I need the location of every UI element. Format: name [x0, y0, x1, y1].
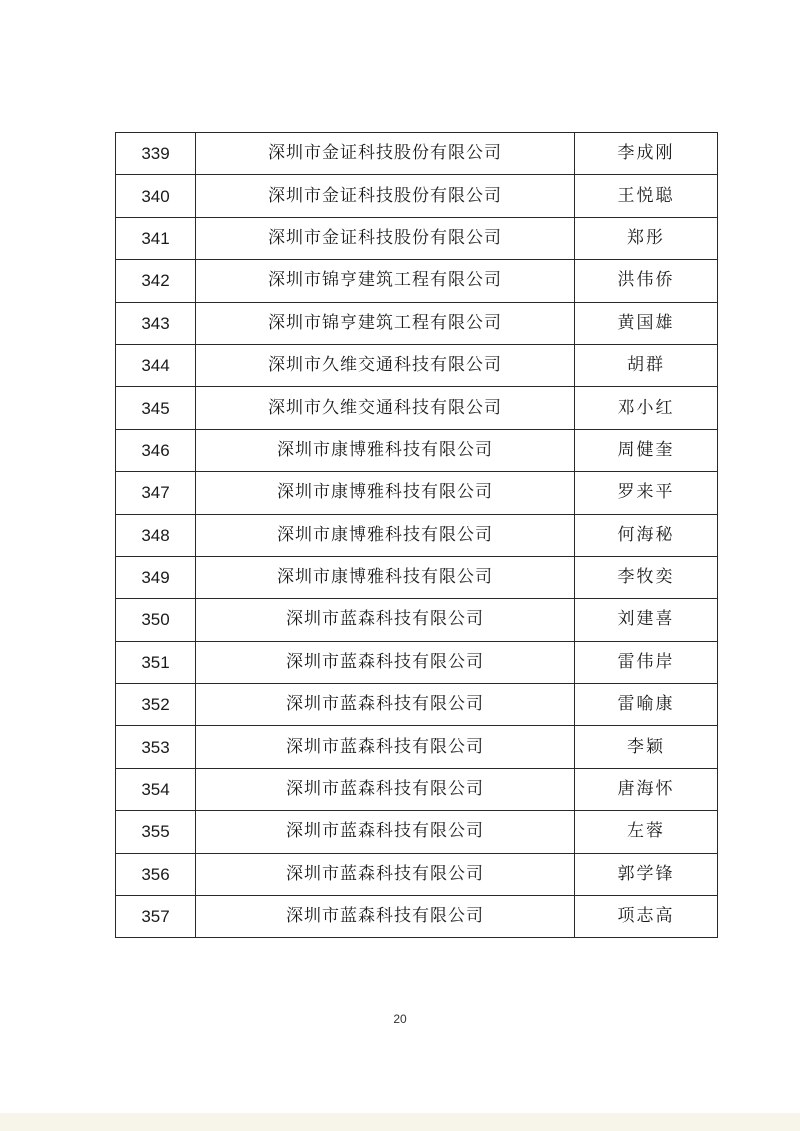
row-number: 340	[116, 175, 196, 217]
company-name: 深圳市锦亨建筑工程有限公司	[196, 260, 575, 302]
table-row	[116, 726, 718, 768]
company-name: 深圳市康博雅科技有限公司	[196, 514, 575, 556]
company-name: 深圳市蓝森科技有限公司	[196, 641, 575, 683]
roster-table	[115, 132, 718, 938]
company-name: 深圳市蓝森科技有限公司	[196, 768, 575, 810]
table-row	[116, 472, 718, 514]
row-number: 351	[116, 641, 196, 683]
table-row	[116, 641, 718, 683]
table-row	[116, 811, 718, 853]
table-row	[116, 302, 718, 344]
table-row	[116, 896, 718, 938]
table-row	[116, 260, 718, 302]
person-name: 雷伟岸	[575, 641, 718, 683]
company-name: 深圳市蓝森科技有限公司	[196, 684, 575, 726]
page-number: 20	[393, 1012, 407, 1026]
company-name: 深圳市金证科技股份有限公司	[196, 133, 575, 175]
table-row	[116, 133, 718, 175]
table-row	[116, 599, 718, 641]
person-name: 李颖	[575, 726, 718, 768]
table-row	[116, 556, 718, 598]
company-name: 深圳市蓝森科技有限公司	[196, 726, 575, 768]
person-name: 何海秘	[575, 514, 718, 556]
company-name: 深圳市康博雅科技有限公司	[196, 472, 575, 514]
company-name: 深圳市久维交通科技有限公司	[196, 344, 575, 386]
table-row	[116, 344, 718, 386]
table-row	[116, 429, 718, 471]
person-name: 郑彤	[575, 217, 718, 259]
person-name: 李牧奕	[575, 556, 718, 598]
person-name: 左蓉	[575, 811, 718, 853]
roster-table-body	[116, 133, 718, 938]
row-number: 357	[116, 896, 196, 938]
table-row	[116, 217, 718, 259]
person-name: 胡群	[575, 344, 718, 386]
row-number: 339	[116, 133, 196, 175]
company-name: 深圳市金证科技股份有限公司	[196, 175, 575, 217]
person-name: 项志高	[575, 896, 718, 938]
scan-edge-strip	[0, 1113, 800, 1131]
person-name: 邓小红	[575, 387, 718, 429]
table-row	[116, 768, 718, 810]
row-number: 341	[116, 217, 196, 259]
company-name: 深圳市康博雅科技有限公司	[196, 429, 575, 471]
table-row	[116, 514, 718, 556]
person-name: 李成刚	[575, 133, 718, 175]
person-name: 王悦聪	[575, 175, 718, 217]
company-name: 深圳市康博雅科技有限公司	[196, 556, 575, 598]
person-name: 唐海怀	[575, 768, 718, 810]
company-name: 深圳市久维交通科技有限公司	[196, 387, 575, 429]
row-number: 350	[116, 599, 196, 641]
company-name: 深圳市蓝森科技有限公司	[196, 811, 575, 853]
person-name: 刘建喜	[575, 599, 718, 641]
row-number: 345	[116, 387, 196, 429]
table-row	[116, 175, 718, 217]
company-name: 深圳市金证科技股份有限公司	[196, 217, 575, 259]
row-number: 342	[116, 260, 196, 302]
row-number: 354	[116, 768, 196, 810]
person-name: 雷喻康	[575, 684, 718, 726]
row-number: 349	[116, 556, 196, 598]
company-name: 深圳市蓝森科技有限公司	[196, 896, 575, 938]
table-row	[116, 387, 718, 429]
row-number: 353	[116, 726, 196, 768]
row-number: 347	[116, 472, 196, 514]
person-name: 周健奎	[575, 429, 718, 471]
person-name: 黄国雄	[575, 302, 718, 344]
row-number: 352	[116, 684, 196, 726]
company-name: 深圳市锦亨建筑工程有限公司	[196, 302, 575, 344]
row-number: 355	[116, 811, 196, 853]
person-name: 郭学锋	[575, 853, 718, 895]
row-number: 343	[116, 302, 196, 344]
row-number: 346	[116, 429, 196, 471]
row-number: 356	[116, 853, 196, 895]
table-row	[116, 684, 718, 726]
row-number: 344	[116, 344, 196, 386]
row-number: 348	[116, 514, 196, 556]
person-name: 洪伟侨	[575, 260, 718, 302]
company-name: 深圳市蓝森科技有限公司	[196, 853, 575, 895]
table-row	[116, 853, 718, 895]
company-name: 深圳市蓝森科技有限公司	[196, 599, 575, 641]
person-name: 罗来平	[575, 472, 718, 514]
